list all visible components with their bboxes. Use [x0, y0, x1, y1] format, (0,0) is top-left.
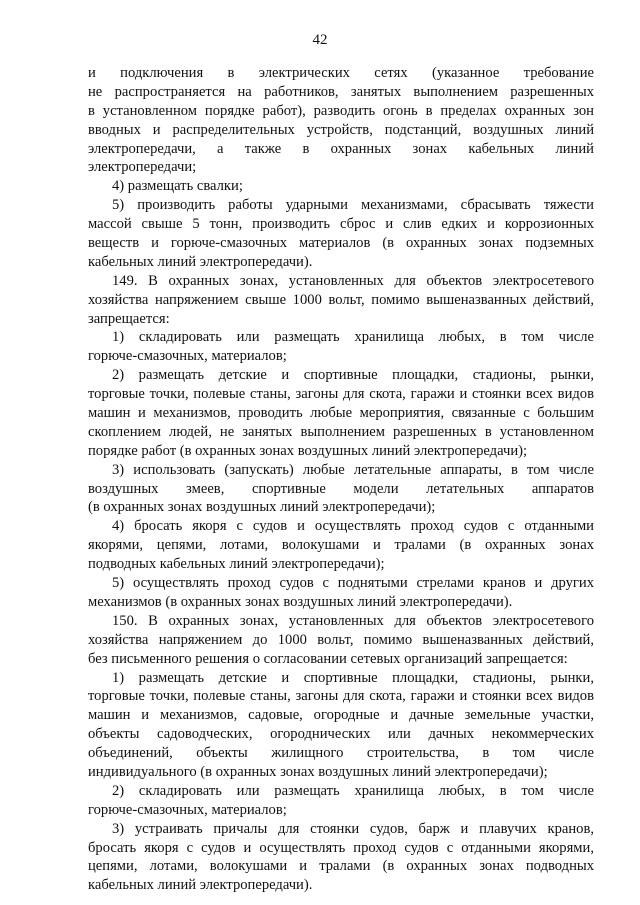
text-line: якорями, цепями, лотами, волокушами и тралами (в охранных зонах [88, 537, 594, 554]
text-line: 2) складировать или размещать хранилища любых, в том числе [112, 782, 594, 799]
text-line: 2) размещать детские и спортивные площадки, стадионы, рынки, [112, 367, 594, 384]
text-line: воздушных змеев, спортивные модели летательных аппаратов [88, 480, 594, 497]
text-line: бросать якоря с судов и осуществлять проход судов с отданными якорями, [88, 839, 594, 856]
paragraph [88, 782, 594, 820]
text-line: и подключения в электрических сетях (указанное требование [88, 65, 594, 81]
text-line: объекты садоводческих, огороднических или дачных некоммерческих [88, 726, 594, 743]
text-line: механизмов (в охранных зонах воздушных линий электропередачи). [88, 593, 513, 610]
text-line: скоплением людей, не занятых выполнением разрешенных в установленном [88, 423, 594, 440]
text-line: индивидуального (в охранных зонах воздушных линий электропередачи); [88, 763, 548, 780]
text-line: электропередачи, а также в охранных зонах кабельных линий [88, 140, 594, 157]
text-line: 1) размещать детские и спортивные площадки, стадионы, рынки, [112, 669, 594, 686]
paragraph [88, 461, 594, 518]
text-line: 4) бросать якоря с судов и осуществлять проход судов с отданными [112, 518, 594, 535]
text-line: (в охранных зонах воздушных линий электропередачи); [88, 499, 436, 516]
text-line: хозяйства напряжением до 1000 вольт, помимо вышеназванных действий, [88, 631, 594, 648]
text-line: цепями, лотами, волокушами и тралами (в охранных зонах подводных [88, 858, 594, 875]
text-line: кабельных линий электропередачи). [88, 253, 313, 270]
text-line: без письменного решения о согласовании сетевых организаций запрещается: [88, 650, 568, 667]
text-line: горюче-смазочных, материалов; [88, 348, 287, 365]
text-line: 5) осуществлять проход судов с поднятыми стрелами кранов и других [112, 575, 594, 592]
paragraph [88, 64, 594, 177]
text-line: массой свыше 5 тонн, производить сброс и слив едких и коррозионных [88, 216, 594, 233]
text-line: объединений, объекты жилищного строительства, в том числе [88, 745, 594, 762]
text-line: вводных и распределительных устройств, подстанций, воздушных линий [88, 121, 594, 138]
text-line: не распространяется на работников, занятых выполнением разрешенных [88, 83, 594, 100]
text-line: порядке работ (в охранных зонах воздушных линий электропередачи); [88, 442, 528, 459]
document-body [88, 64, 594, 895]
text-line: горюче-смазочных, материалов; [88, 801, 287, 818]
text-line: 5) производить работы ударными механизмами, сбрасывать тяжести [112, 197, 594, 214]
paragraph [88, 328, 594, 366]
paragraph [88, 177, 594, 196]
text-line: торговые точки, полевые станы, загоны для скота, гаражи и стоянки всех видов [88, 386, 594, 403]
text-line: веществ и горюче-смазочных материалов (в охранных зонах подземных [88, 235, 594, 252]
text-line: кабельных линий электропередачи). [88, 877, 313, 894]
text-line: машин и механизмов, проводить любые мероприятия, связанные с большим [88, 405, 594, 422]
text-line: 3) устраивать причалы для стоянки судов, барж и плавучих кранов, [112, 820, 594, 837]
text-line: в установленном порядке работ), разводить огонь в пределах охранных зон [88, 102, 594, 119]
page-number: 42 [312, 32, 328, 48]
text-line: 149. В охранных зонах, установленных для объектов электросетевого [112, 272, 594, 289]
paragraph [88, 196, 594, 272]
paragraph [88, 612, 594, 669]
text-line: 150. В охранных зонах, установленных для объектов электросетевого [112, 612, 594, 629]
text-line: 3) использовать (запускать) любые летательные аппараты, в том числе [112, 461, 594, 478]
text-line: подводных кабельных линий электропередачи); [88, 556, 385, 573]
paragraph [88, 820, 594, 896]
text-line: хозяйства напряжением свыше 1000 вольт, помимо вышеназванных действий, [88, 291, 594, 308]
paragraph [88, 669, 594, 782]
paragraph [88, 272, 594, 329]
text-line: торговые точки, полевые станы, загоны для скота, гаражи и стоянки всех видов [88, 688, 594, 705]
text-line: машин и механизмов, садовые, огородные и дачные земельные участки, [88, 707, 594, 724]
paragraph [88, 366, 594, 460]
text-line: электропередачи; [88, 159, 197, 176]
paragraph [88, 517, 594, 574]
paragraph [88, 574, 594, 612]
text-line: запрещается: [88, 310, 170, 327]
text-line: 1) складировать или размещать хранилища любых, в том числе [112, 329, 594, 346]
text-line: 4) размещать свалки; [112, 178, 243, 195]
